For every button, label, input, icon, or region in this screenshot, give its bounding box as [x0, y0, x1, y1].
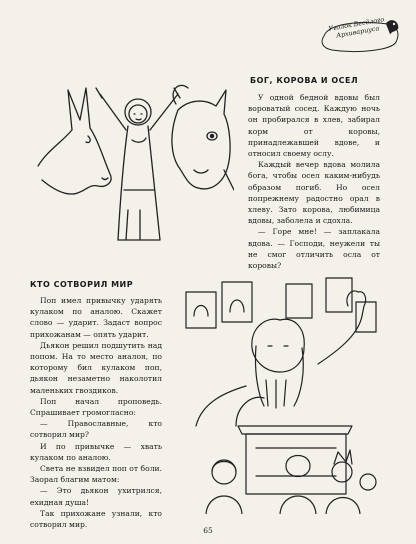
- story-title-bog-korova-osel: БОГ, КОРОВА И ОСЕЛ: [250, 76, 359, 85]
- story1-paragraph: — Горе мне! — заплакала вдова. — Господи, неужели ты не смог отличить осла от коровы?: [248, 227, 380, 271]
- priest-lectern-illustration: [176, 276, 380, 514]
- donkey-saint-cow-illustration: [28, 70, 234, 266]
- story2-paragraph: Поп начал проповедь. Спрашивает громогласно:: [30, 396, 162, 418]
- story-text-bog-korova-osel: [248, 92, 380, 271]
- page-number: 65: [203, 526, 213, 535]
- badge-label: Уголок Весёлого Архивариуса: [327, 15, 385, 40]
- story1-paragraph: Каждый вечер вдова молила бога, чтобы осел каким-нибудь образом погиб. Но осел попрежнему радостно орал в хлеву. Зато корова, любимица вдовы, заболела и сдохла.: [248, 160, 380, 226]
- story2-paragraph: — Это дьякон ухитрился, ехидная душа!: [30, 486, 162, 507]
- story2-paragraph: Дьякон решил подшутить над попом. На то место аналоя, по которому бил кулаком поп, дьякон незаметно наколотил маленьких гвоздиков.: [30, 340, 162, 395]
- story-text-kto-sotvoril-mir: [30, 295, 162, 530]
- story2-paragraph: Поп имел привычку ударять кулаком по аналою. Скажет слово — ударит. Задаст вопрос прихожанам — опять ударит.: [30, 296, 162, 339]
- story2-paragraph: Так прихожане узнали, кто сотворил мир.: [30, 508, 162, 530]
- story-title-kto-sotvoril-mir: КТО СОТВОРИЛ МИР: [30, 280, 134, 289]
- story2-paragraph: — Православные, кто сотворил мир?: [30, 419, 162, 440]
- story2-paragraph: И по привычке — хвать кулаком по аналою.: [30, 441, 162, 462]
- story1-paragraph: У одной бедной вдовы был вороватый сосед. Каждую ночь он пробирался в хлев, забирал корм от коровы, принадлежавшей вдове, и относил своему ослу.: [248, 93, 380, 159]
- story2-paragraph: Света не взвидел поп от боли. Заорал благим матом:: [30, 464, 162, 485]
